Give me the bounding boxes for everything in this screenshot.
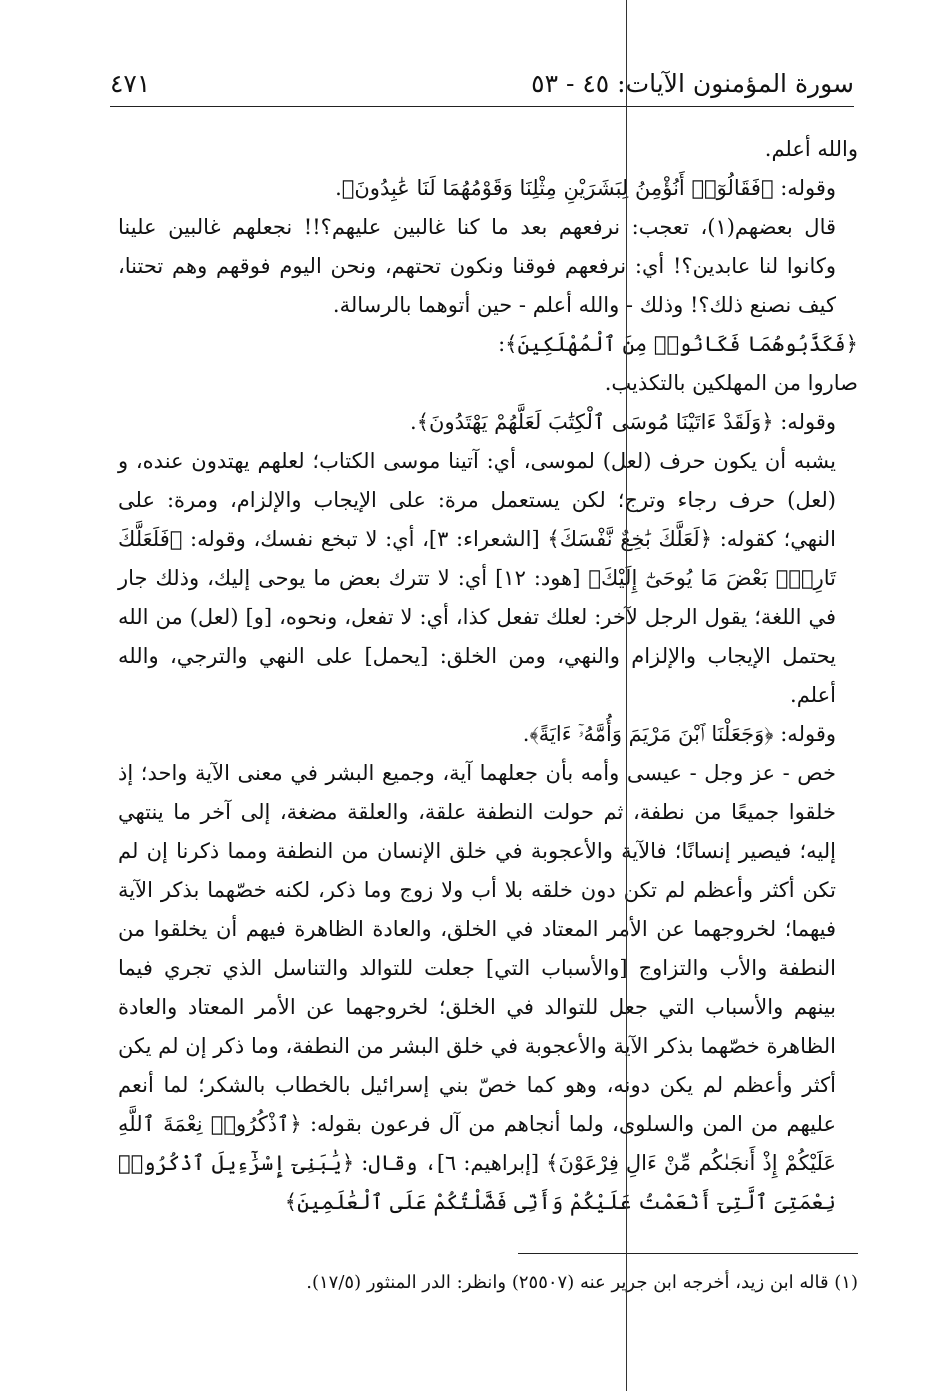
page-number: ٤٧١ (110, 69, 151, 98)
header-rule (110, 106, 854, 107)
footnote: (١) قاله ابن زيد، أخرجه ابن جرير عنه (٢٥٥٠٧) وانظر: الدر المنثور (١٧/٥). (306, 1272, 858, 1293)
paragraph: وقوله: ﴿وَجَعَلْنَا ٱبْنَ مَرْيَمَ وَأُمَّهُۥٓ ءَايَةً﴾. (522, 722, 836, 746)
body-text (118, 130, 858, 1222)
page-header (110, 62, 854, 106)
paragraph: قال بعضهم(١)، تعجب: نرفعهم بعد ما كنا غالبين عليهم؟!! نجعلهم غالبين علينا وكانوا لنا عابدين؟! أي: نرفعهم فوقنا ونكون تحتهم، ونحن اليوم فوقهم وهم تحتنا، كيف نصنع ذلك؟! وذلك - والله أعلم - حين أتوهما بالرسالة. (118, 215, 837, 317)
footnote-rule (518, 1253, 858, 1254)
paragraph: خص - عز وجل - عيسى وأمه بأن جعلهما آية، وجميع البشر في معنى الآية واحد؛ إذ خلقوا جميعًا من نطفة، ثم حولت النطفة علقة، والعلقة مضغة، إلى آخر ما ينتهي إليه؛ فيصير إنسانًا؛ فالآية والأعجوبة في خلق الإنسان من النطفة ومما ذكرنا إن لم تكن أكثر وأعظم لم تكن دون خلقه بلا أب ولا زوج وما ذكر، لكنه خصّهما بذكر الآية فيهما؛ لخروجهما عن الأمر المعتاد في الخلق، والعادة الظاهرة فيهم أن يخلقوا من النطفة والأب والتزاوج [والأسباب التي] جعلت للتوالد والتناسل الذي تجري فيما بينهم والأسباب التي جعل للتوالد في الخلق؛ لخروجهما عن الأمر المعتاد والعادة الظاهرة خصّهما بذكر الآية والأعجوبة في خلق البشر من النطفة، وما ذكر إن لم يكن أكثر وأعظم لم يكن دونه، وهو كما خصّ بني إسرائيل بالخطاب بالشكر؛ لما أنعم عليهم من المن والسلوى، ولما أنجاهم من آل فرعون بقوله: ﴿ٱذْكُرُوا۟ نِعْمَةَ ٱللَّهِ عَلَيْكُمْ إِذْ أَنجَىٰكُم مِّنْ ءَالِ فِرْعَوْنَ﴾ [إبراهيم: ٦]، وقال: ﴿يَٰبَنِىٓ إِسْرَٰٓءِيلَ ٱذْكُرُوا۟ نِعْمَتِىَ ٱلَّتِىٓ أَنْعَمْتُ عَلَيْكُمْ وَأَنِّى فَضَّلْتُكُمْ عَلَى ٱلْعَٰلَمِينَ﴾ (118, 761, 836, 1214)
page-title: سورة المؤمنون الآيات: ٤٥ - ٥٣ (531, 69, 854, 98)
scan-artifact-line (626, 0, 627, 1391)
paragraph: وقوله: ﴿وَلَقَدْ ءَاتَيْنَا مُوسَى ٱلْكِتَٰبَ لَعَلَّهُمْ يَهْتَدُونَ﴾. (410, 410, 836, 434)
paragraph: صاروا من المهلكين بالتكذيب. (604, 371, 858, 395)
quran-verse: ﴿فَكَذَّبُوهُمَا فَكَانُوا۟ مِنَ ٱلْمُهْلَكِينَ﴾: (498, 332, 858, 356)
paragraph: وقوله: ﴿فَقَالُوٓا۟ أَنُؤْمِنُ لِبَشَرَيْنِ مِثْلِنَا وَقَوْمُهُمَا لَنَا عَٰبِدُونَ﴾. (335, 176, 836, 200)
paragraph: والله أعلم. (764, 137, 858, 161)
paragraph: يشبه أن يكون حرف (لعل) لموسى، أي: آتينا موسى الكتاب؛ لعلهم يهتدون عنده، و (لعل) حرف رجاء وترج؛ لكن يستعمل مرة: على الإيجاب والإلزام، ومرة: على النهي؛ كقوله: ﴿لَعَلَّكَ بَٰخِعٌ نَّفْسَكَ﴾ [الشعراء: ٣]، أي: لا تبخع نفسك، وقوله: ﴿فَلَعَلَّكَ تَارِكٌۢ بَعْضَ مَا يُوحَىٰٓ إِلَيْكَ﴾ [هود: ١٢] أي: لا تترك بعض ما يوحى إليك، وذلك جار في اللغة؛ يقول الرجل لآخر: لعلك تفعل كذا، أي: لا تفعل، ونحوه، [و] (لعل) من الله يحتمل الإيجاب والإلزام والنهي، ومن الخلق: [يحمل] على النهي والترجي، والله أعلم. (118, 449, 836, 707)
